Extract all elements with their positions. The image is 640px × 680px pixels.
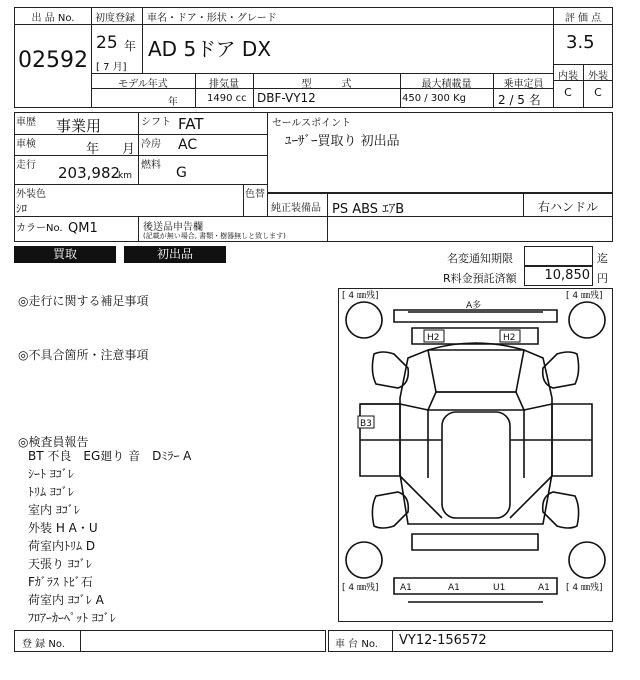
exterior-grade: C bbox=[594, 86, 602, 99]
wheel-rear-left bbox=[346, 542, 382, 578]
first-reg-label: 初度登録 bbox=[95, 13, 135, 24]
max-load-label: 最大積載量 bbox=[421, 79, 472, 90]
wheel-front-left bbox=[346, 302, 382, 338]
rear-bumper bbox=[394, 578, 557, 594]
mark-rear-center: U1 bbox=[493, 583, 506, 593]
color-label: 外装色 bbox=[16, 189, 46, 200]
mark-left-side: B3 bbox=[360, 419, 372, 429]
mark-hood-left: H2 bbox=[427, 333, 440, 343]
color-box bbox=[14, 184, 268, 217]
report-line: ﾄﾘﾑ ﾖｺﾞﾚ bbox=[28, 485, 74, 499]
history-label: 車歴 bbox=[16, 117, 36, 128]
report-line: ﾌﾛｱｰｶｰﾍﾟｯﾄ ﾖｺﾞﾚ bbox=[28, 611, 116, 625]
score-label: 評 価 点 bbox=[564, 13, 602, 24]
lot-no: 02592 bbox=[18, 48, 88, 73]
left-rear-fender bbox=[372, 492, 408, 528]
report-line: ｼｰﾄ ﾖｺﾞﾚ bbox=[28, 467, 74, 481]
equipment: PS ABS ｴｱB bbox=[332, 202, 405, 217]
capacity-label: 乗車定員 bbox=[503, 79, 544, 90]
inspection-label: 車検 bbox=[16, 139, 36, 150]
capacity: 2 / 5 名 bbox=[498, 93, 541, 107]
report-line: Fｶﾞﾗｽ ﾄﾋﾞ石 bbox=[28, 575, 93, 589]
year-unit: 年 bbox=[124, 39, 137, 53]
report-line: 荷室内 ﾖｺﾞﾚ A bbox=[28, 593, 104, 607]
ac: AC bbox=[178, 137, 198, 153]
chassis-label: 車 台 No. bbox=[335, 639, 378, 650]
recycle-value: 10,850 bbox=[544, 268, 590, 283]
mark-hood-right: H2 bbox=[503, 333, 516, 343]
score: 3.5 bbox=[566, 32, 595, 53]
history: 事業用 bbox=[56, 117, 102, 135]
report-line: BT 不良 EG廻り 音 Dﾐﾗｰ A bbox=[28, 449, 192, 463]
report-line: 荷室内ﾄﾘﾑ D bbox=[28, 539, 96, 553]
report-line: 外装 H A・U bbox=[28, 521, 98, 535]
interior-grade: C bbox=[564, 86, 572, 99]
model: DBF-VY12 bbox=[257, 91, 316, 105]
mark-rear-right: A1 bbox=[538, 583, 550, 593]
car-diagram bbox=[338, 288, 613, 622]
equipment-label: 純正装備品 bbox=[271, 203, 321, 214]
inspection-month: 月 bbox=[122, 142, 136, 157]
displacement-label: 排気量 bbox=[209, 79, 239, 90]
roof bbox=[442, 412, 510, 518]
inspection-year: 年 bbox=[86, 142, 100, 157]
exterior-label: 外装 bbox=[588, 71, 608, 82]
color-no-box bbox=[14, 216, 613, 242]
defect-label: ◎不具合箇所・注意事項 bbox=[18, 348, 149, 362]
first-reg-year: 25 bbox=[96, 33, 118, 53]
color-change-label: 色替 bbox=[245, 189, 265, 200]
handle: 右ハンドル bbox=[537, 200, 598, 214]
inspector-label: ◎検査員報告 bbox=[18, 435, 89, 449]
report-line: 室内 ﾖｺﾞﾚ bbox=[28, 503, 80, 517]
max-load: 450 / 300 Kg bbox=[402, 93, 466, 104]
fuel: G bbox=[176, 165, 187, 181]
model-year-unit: 年 bbox=[168, 97, 178, 108]
report-line: 天張り ﾖｺﾞﾚ bbox=[28, 557, 92, 571]
car-name: AD 5ドア DX bbox=[148, 37, 272, 61]
sales-point: ﾕｰｻﾞｰ買取り 初出品 bbox=[285, 134, 400, 149]
mark-front-bumper: A多 bbox=[466, 301, 482, 311]
post-doc-note: (記載が無い場合, 書類・樹器無しと致します) bbox=[143, 232, 286, 240]
sales-point-label: セールスポイント bbox=[272, 118, 352, 129]
mileage: 203,982 bbox=[58, 164, 121, 182]
shift: FAT bbox=[178, 115, 204, 133]
badge-first-listing: 初出品 bbox=[124, 246, 226, 263]
wheel-front-right bbox=[569, 302, 605, 338]
badge-kaitori: 買取 bbox=[14, 246, 116, 263]
notice-label: 名変通知期限 bbox=[447, 252, 513, 265]
tire-rl: [ 4 ㎜残] bbox=[342, 583, 379, 593]
recycle-unit: 円 bbox=[597, 272, 608, 285]
windshield bbox=[428, 392, 524, 410]
reg-no-label: 登 録 No. bbox=[22, 639, 65, 650]
wheel-rear-right bbox=[569, 542, 605, 578]
lot-no-label: 出 品 No. bbox=[31, 13, 75, 24]
mark-rear-left-2: A1 bbox=[448, 583, 460, 593]
ac-label: 冷房 bbox=[141, 139, 161, 150]
recycle-label: R料金預託済額 bbox=[443, 272, 517, 285]
car-name-label: 車名・ドア・形状・グレード bbox=[147, 13, 277, 24]
mark-rear-left-1: A1 bbox=[400, 583, 412, 593]
mileage-label: 走行 bbox=[16, 160, 36, 171]
fuel-label: 燃料 bbox=[141, 160, 161, 171]
tire-fl: [ 4 ㎜残] bbox=[342, 291, 379, 301]
mileage-unit: km bbox=[118, 171, 132, 181]
rear-gate bbox=[412, 534, 538, 550]
post-doc-label: 後送品申告欄 bbox=[143, 222, 203, 233]
notice-unit: 迄 bbox=[597, 252, 608, 265]
tire-rr: [ 4 ㎜残] bbox=[566, 583, 603, 593]
interior-label: 内装 bbox=[558, 71, 578, 82]
driving-label: ◎走行に関する補足事項 bbox=[18, 294, 149, 308]
chassis-no: VY12-156572 bbox=[399, 633, 487, 648]
color: ｼﾛ bbox=[16, 202, 27, 215]
model-label: 型 式 bbox=[301, 79, 352, 90]
shift-label: シフト bbox=[141, 117, 171, 128]
color-no: QM1 bbox=[68, 221, 98, 236]
color-no-label: カラーNo. bbox=[16, 223, 63, 234]
first-reg-month: [ 7 月] bbox=[96, 62, 127, 73]
notice-box bbox=[524, 246, 593, 266]
displacement: 1490 cc bbox=[207, 93, 247, 104]
tire-fr: [ 4 ㎜残] bbox=[566, 291, 603, 301]
model-year-label: モデル年式 bbox=[118, 79, 168, 90]
